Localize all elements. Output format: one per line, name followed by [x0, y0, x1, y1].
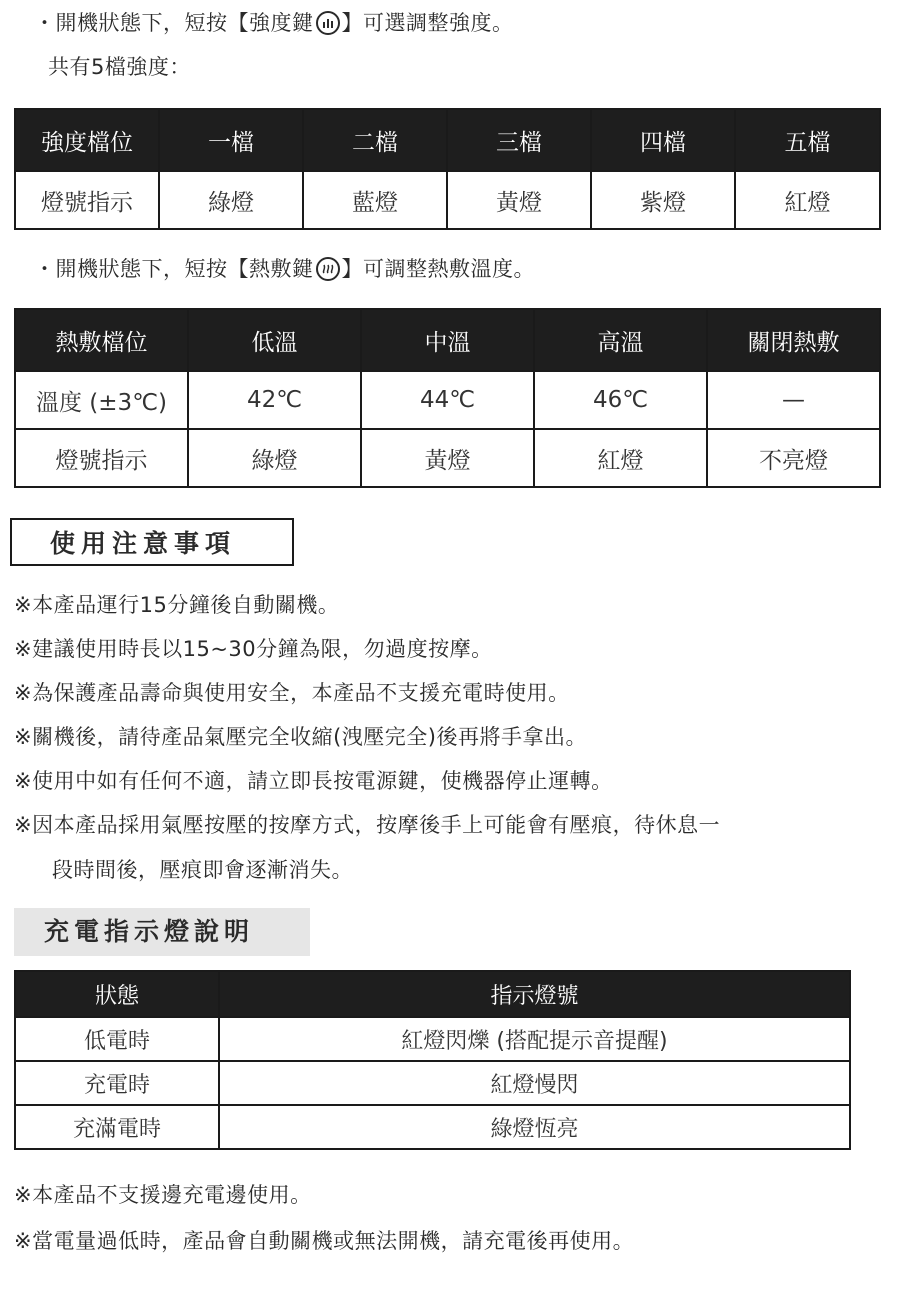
intensity-header-cell: 二檔	[303, 109, 447, 171]
table-row	[15, 1061, 850, 1105]
table-cell: 紫燈	[591, 171, 735, 229]
table-cell: 充滿電時	[15, 1105, 219, 1149]
intensity-instruction	[34, 8, 514, 38]
note-item: ※本產品運行15分鐘後自動關機。	[14, 593, 340, 617]
charging-header-row	[15, 971, 850, 1017]
note-item: 段時間後，壓痕即會逐漸消失。	[52, 858, 353, 882]
table-cell: 42℃	[188, 371, 361, 429]
table-cell: 低電時	[15, 1017, 219, 1061]
table-row	[15, 1105, 850, 1149]
intensity-header-cell: 一檔	[159, 109, 303, 171]
note-item: ※關機後，請待產品氣壓完全收縮(洩壓完全)後再將手拿出。	[14, 725, 587, 749]
charging-header-cell: 指示燈號	[219, 971, 850, 1017]
heat-header-cell: 熱敷檔位	[15, 309, 188, 371]
table-cell: 紅燈	[735, 171, 880, 229]
note-item: ※為保護產品壽命與使用安全，本產品不支援充電時使用。	[14, 681, 570, 705]
intensity-header-row	[15, 109, 880, 171]
table-cell: 綠燈恆亮	[219, 1105, 850, 1149]
heat-header-cell: 中溫	[361, 309, 534, 371]
intensity-levels-note: 共有5檔強度：	[48, 55, 191, 79]
charging-table	[14, 970, 851, 1150]
table-cell: 紅燈閃爍 (搭配提示音提醒)	[219, 1017, 850, 1061]
table-cell: 紅燈慢閃	[219, 1061, 850, 1105]
table-row	[15, 171, 880, 229]
note-item: ※使用中如有任何不適，請立即長按電源鍵，使機器停止運轉。	[14, 769, 613, 793]
intensity-instruction-suffix: 】可選調整強度。	[341, 11, 514, 35]
table-cell: 不亮燈	[707, 429, 880, 487]
intensity-instruction-prefix: ・開機狀態下，短按【強度鍵	[34, 11, 314, 35]
notes-title: 使用注意事項	[10, 518, 294, 566]
note-item: ※建議使用時長以15~30分鐘為限，勿過度按摩。	[14, 637, 493, 661]
charging-title: 充電指示燈說明	[14, 908, 310, 956]
intensity-header-cell: 強度檔位	[15, 109, 159, 171]
heat-waves-icon	[316, 257, 340, 281]
heat-instruction-prefix: ・開機狀態下，短按【熱敷鍵	[34, 257, 314, 281]
table-row	[15, 371, 880, 429]
heat-header-cell: 關閉熱敷	[707, 309, 880, 371]
table-cell: 燈號指示	[15, 171, 159, 229]
heat-instruction-suffix: 】可調整熱敷溫度。	[341, 257, 535, 281]
intensity-table	[14, 108, 881, 230]
table-cell: 46℃	[534, 371, 707, 429]
table-cell: 燈號指示	[15, 429, 188, 487]
charging-header-cell: 狀態	[15, 971, 219, 1017]
heat-header-cell: 高溫	[534, 309, 707, 371]
table-cell: 黃燈	[447, 171, 591, 229]
footer-note: ※當電量過低時，產品會自動關機或無法開機，請充電後再使用。	[14, 1229, 635, 1253]
table-cell: 44℃	[361, 371, 534, 429]
table-row	[15, 429, 880, 487]
intensity-header-cell: 四檔	[591, 109, 735, 171]
table-cell: 藍燈	[303, 171, 447, 229]
heat-header-row	[15, 309, 880, 371]
table-cell: 紅燈	[534, 429, 707, 487]
heat-table	[14, 308, 881, 488]
intensity-header-cell: 五檔	[735, 109, 880, 171]
intensity-header-cell: 三檔	[447, 109, 591, 171]
intensity-bars-icon	[316, 11, 340, 35]
note-item: ※因本產品採用氣壓按壓的按摩方式，按摩後手上可能會有壓痕，待休息一	[14, 813, 721, 837]
heat-header-cell: 低溫	[188, 309, 361, 371]
footer-note: ※本產品不支援邊充電邊使用。	[14, 1183, 312, 1207]
table-cell: 溫度 (±3℃)	[15, 371, 188, 429]
table-cell: 充電時	[15, 1061, 219, 1105]
table-cell: 綠燈	[188, 429, 361, 487]
table-cell: 綠燈	[159, 171, 303, 229]
table-cell: —	[707, 371, 880, 429]
heat-instruction	[34, 254, 535, 284]
table-cell: 黃燈	[361, 429, 534, 487]
table-row	[15, 1017, 850, 1061]
